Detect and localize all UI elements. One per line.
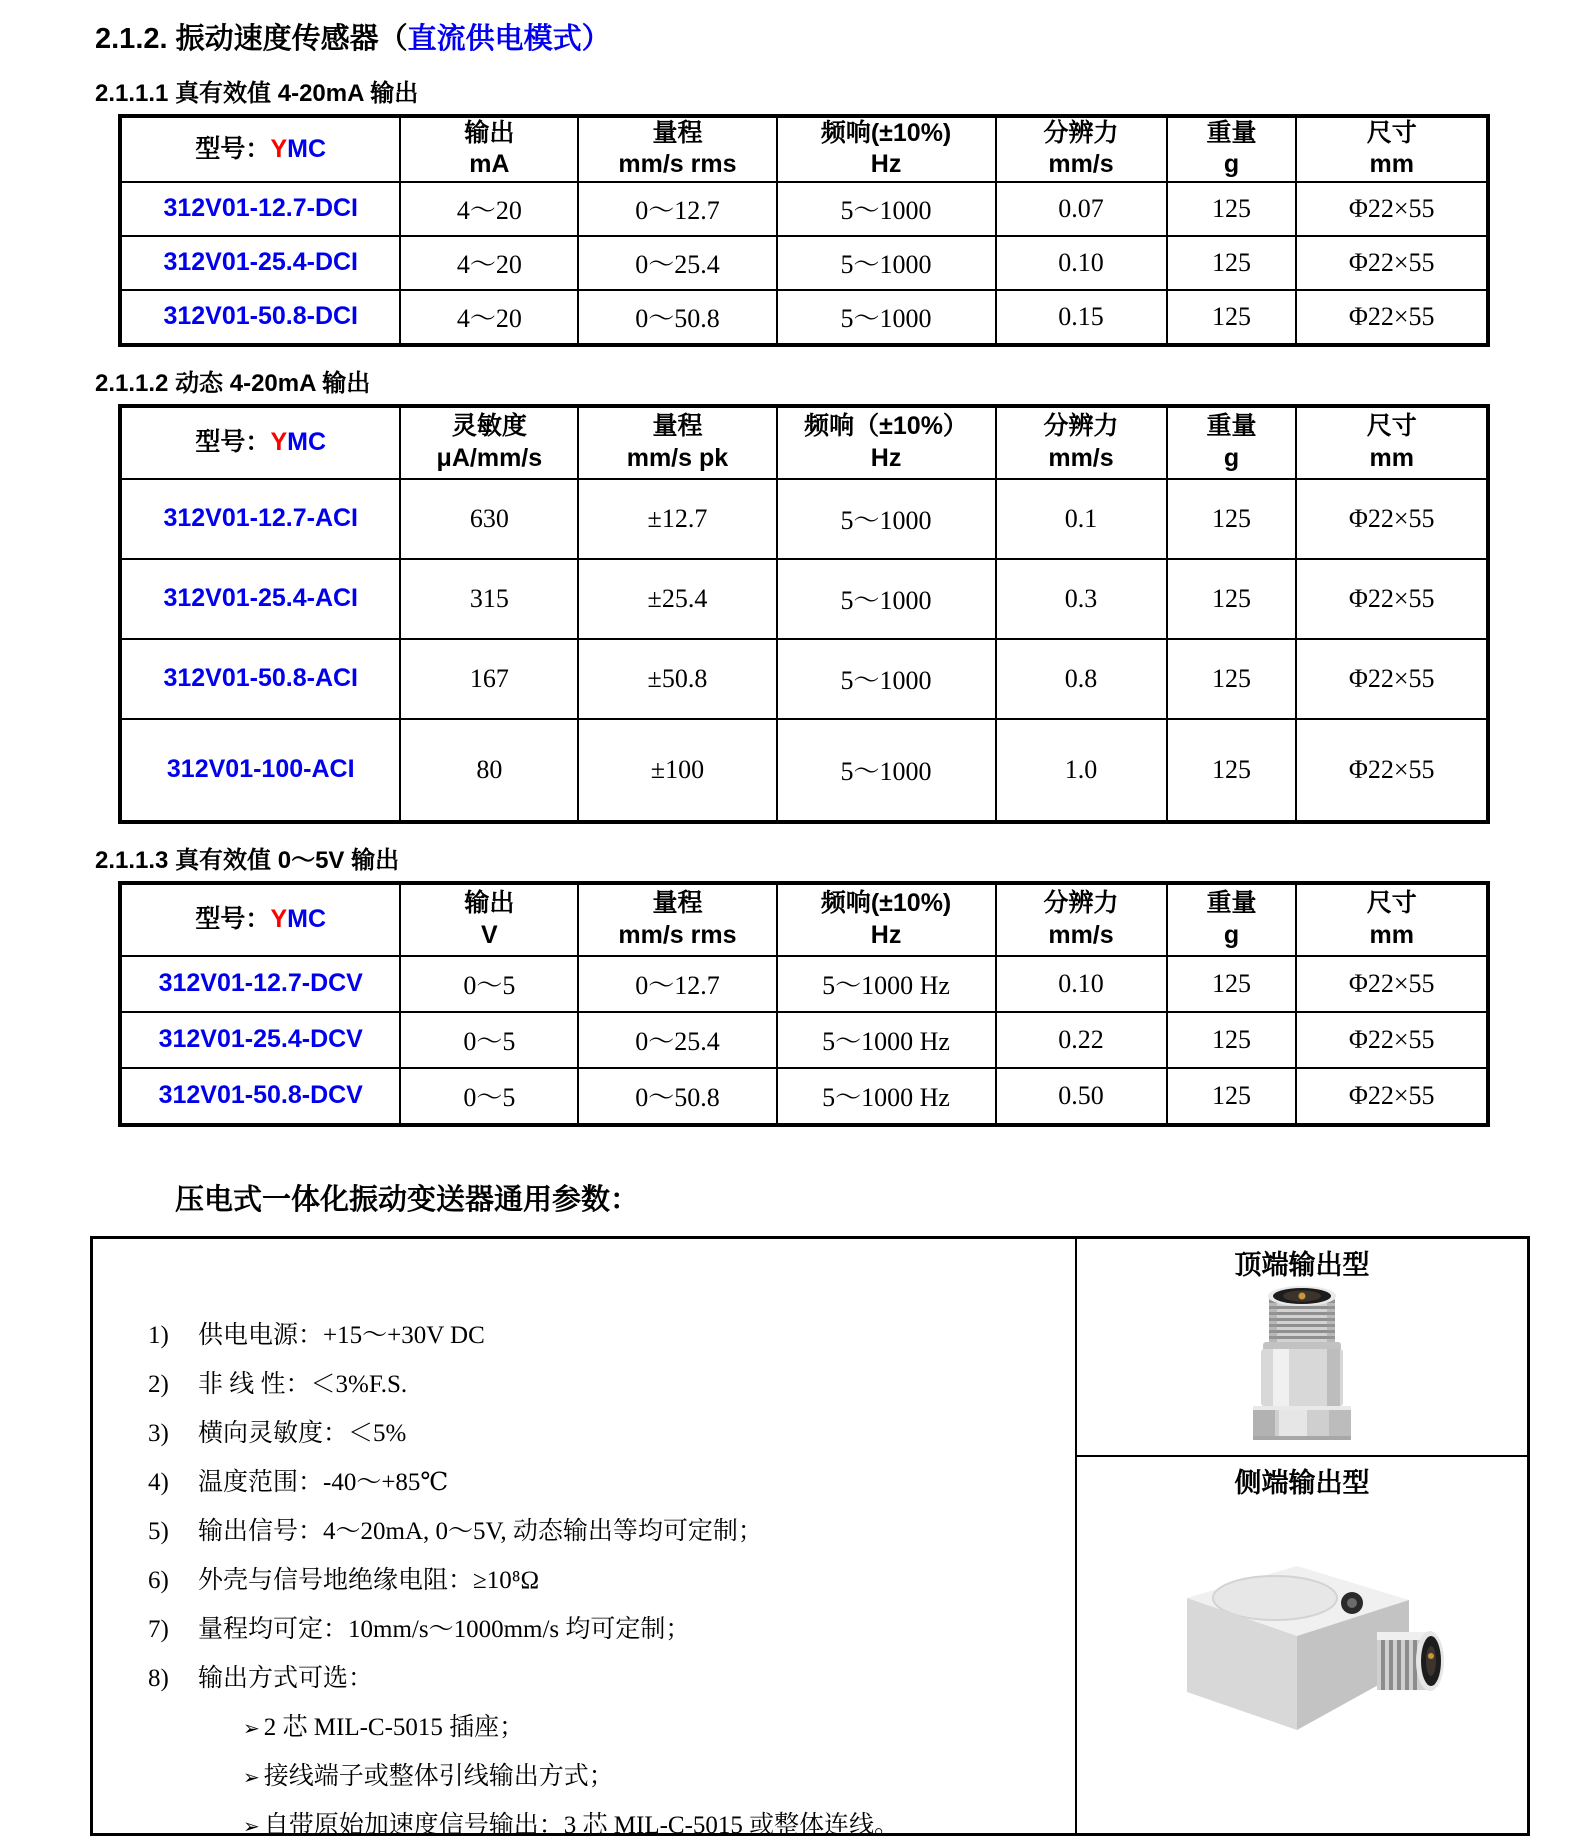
table-cell: 5～1000 [777,182,996,236]
table-cell: ±12.7 [578,479,776,559]
table-cell: 0.8 [996,639,1167,719]
column-header: 频响(±10%) Hz [777,883,996,956]
brand-mc: MC [287,904,327,933]
table-cell: 0.10 [996,956,1167,1012]
list-item: 4) 温度范围：-40～+85℃ [148,1468,449,1496]
column-header: 尺寸 mm [1296,883,1488,956]
spec-table-dynamic-4-20ma [118,404,1490,824]
table-cell: 80 [400,719,578,822]
table-row [120,559,1488,639]
list-sub-item: ➢ 2 芯 MIL-C-5015 插座； [243,1713,525,1741]
table-cell: 315 [400,559,578,639]
column-header: 分辨力 mm/s [996,406,1167,479]
common-params-list [93,1239,1075,1839]
section-heading-1: 2.1.1.1 真有效值 4-20mA 输出 [95,80,419,107]
table-cell: ±100 [578,719,776,822]
table-cell: 125 [1167,236,1297,290]
section-heading-3: 2.1.1.3 真有效值 0～5V 输出 [95,846,400,874]
table-row [120,479,1488,559]
common-params-heading: 压电式一体化振动变送器通用参数： [175,1183,640,1216]
table-cell: Φ22×55 [1296,719,1488,822]
table-cell: 4～20 [400,290,578,345]
column-header: 分辨力 mm/s [996,116,1167,182]
top-exit-sensor-image [1227,1284,1377,1452]
model-header-cell [120,883,400,956]
table-cell: Φ22×55 [1296,956,1488,1012]
list-item: 2) 非 线 性：＜3%F.S. [148,1370,408,1398]
side-exit-sensor-image [1147,1540,1457,1750]
table-cell: 125 [1167,639,1297,719]
document-page [0,16,1587,1839]
list-item: 1) 供电电源：+15～+30V DC [148,1321,485,1349]
column-header: 分辨力 mm/s [996,883,1167,956]
table-cell: Φ22×55 [1296,1012,1488,1068]
table-cell: 125 [1167,719,1297,822]
list-item: 8) 输出方式可选： [148,1664,374,1692]
table-cell: 0～12.7 [578,182,776,236]
table-cell: 5～1000 [777,236,996,290]
model-cell: 312V01-12.7-DCV [120,956,400,1012]
table-cell: 5～1000 [777,639,996,719]
table-cell: 125 [1167,1068,1297,1125]
model-cell: 312V01-50.8-DCV [120,1068,400,1125]
table-cell: Φ22×55 [1296,182,1488,236]
table-cell: Φ22×55 [1296,290,1488,345]
table-cell: 0～12.7 [578,956,776,1012]
table-cell: 0.15 [996,290,1167,345]
brand-mc: MC [287,427,327,456]
table-cell: 125 [1167,479,1297,559]
column-header: 频响（±10%） Hz [777,406,996,479]
table-cell: 4～20 [400,182,578,236]
table-cell: ±25.4 [578,559,776,639]
column-header: 重量 g [1167,116,1297,182]
table-cell: 0～50.8 [578,290,776,345]
top-exit-cell [1077,1239,1527,1457]
column-header: 灵敏度 μA/mm/s [400,406,578,479]
spec-table-rms-4-20ma [118,114,1490,347]
table-cell: 0～5 [400,956,578,1012]
table-row [120,956,1488,1012]
table-cell: 0.3 [996,559,1167,639]
column-header: 量程 mm/s pk [578,406,776,479]
table-cell: Φ22×55 [1296,236,1488,290]
model-cell: 312V01-25.4-ACI [120,559,400,639]
column-header: 重量 g [1167,883,1297,956]
section-heading-2: 2.1.1.2 动态 4-20mA 输出 [95,369,371,397]
table-cell: 125 [1167,1012,1297,1068]
table-cell: 5～1000 [777,559,996,639]
table-row [120,182,1488,236]
table-cell: 630 [400,479,578,559]
list-sub-item: ➢ 自带原始加速度信号输出：3 芯 MIL-C-5015 或整体连线。 [243,1811,900,1839]
table-row [120,639,1488,719]
table-cell: 5～1000 [777,479,996,559]
table-cell: 0～5 [400,1068,578,1125]
table-cell: 125 [1167,182,1297,236]
product-images-panel [1075,1239,1527,1833]
table-header-row [120,406,1488,479]
model-header-cell [120,406,400,479]
arrow-bullet-icon: ➢ [243,1717,260,1740]
page-title [95,16,1587,57]
arrow-bullet-icon: ➢ [243,1815,260,1838]
table-cell: 5～1000 Hz [777,1068,996,1125]
table-cell: 5～1000 Hz [777,956,996,1012]
brand-mc: MC [287,134,327,163]
list-item: 5) 输出信号：4～20mA, 0～5V, 动态输出等均可定制； [148,1517,763,1545]
table-cell: 0.07 [996,182,1167,236]
table-cell: 0.22 [996,1012,1167,1068]
page-title-highlight: 直流供电模式） [407,23,611,55]
table-cell: ±50.8 [578,639,776,719]
table-cell: Φ22×55 [1296,639,1488,719]
common-params-box [90,1236,1530,1839]
table-header-row [120,116,1488,182]
model-cell: 312V01-100-ACI [120,719,400,822]
table-header-row [120,883,1488,956]
model-cell: 312V01-50.8-DCI [120,290,400,345]
spec-table-rms-0-5v [118,881,1490,1127]
column-header: 重量 g [1167,406,1297,479]
table-cell: 0～50.8 [578,1068,776,1125]
list-sub-item: ➢ 接线端子或整体引线输出方式； [243,1762,614,1790]
column-header: 量程 mm/s rms [578,883,776,956]
brand-y: Y [270,134,288,163]
table-row [120,1068,1488,1125]
column-header: 尺寸 mm [1296,406,1488,479]
table-cell: 0.50 [996,1068,1167,1125]
table-cell: 5～1000 Hz [777,1012,996,1068]
model-cell: 312V01-12.7-ACI [120,479,400,559]
table-row [120,719,1488,822]
table-cell: Φ22×55 [1296,479,1488,559]
model-cell: 312V01-12.7-DCI [120,182,400,236]
table-row [120,236,1488,290]
table-cell: 0～25.4 [578,1012,776,1068]
table-row [120,290,1488,345]
column-header: 输出 V [400,883,578,956]
arrow-bullet-icon: ➢ [243,1766,260,1789]
model-header-cell [120,116,400,182]
column-header: 量程 mm/s rms [578,116,776,182]
column-header: 频响(±10%) Hz [777,116,996,182]
table-cell: 0.1 [996,479,1167,559]
table-cell: 125 [1167,290,1297,345]
column-header: 输出 mA [400,116,578,182]
brand-y: Y [270,904,288,933]
table-cell: 4～20 [400,236,578,290]
page-title-text: 2.1.2. 振动速度传感器（ [95,23,408,55]
side-exit-label: 侧端输出型 [1234,1467,1370,1498]
top-exit-label: 顶端输出型 [1234,1249,1370,1280]
model-label: 型号： [195,904,271,933]
table-cell: 0.10 [996,236,1167,290]
table-cell: 125 [1167,559,1297,639]
brand-y: Y [270,427,288,456]
column-header: 尺寸 mm [1296,116,1488,182]
table-cell: 167 [400,639,578,719]
table-cell: 0～5 [400,1012,578,1068]
model-label: 型号： [195,134,271,163]
table-cell: 5～1000 [777,719,996,822]
model-cell: 312V01-25.4-DCI [120,236,400,290]
table-cell: 125 [1167,956,1297,1012]
table-row [120,1012,1488,1068]
table-cell: Φ22×55 [1296,1068,1488,1125]
model-label: 型号： [195,427,271,456]
list-item: 7) 量程均可定：10mm/s～1000mm/s 均可定制； [148,1615,691,1643]
model-cell: 312V01-50.8-ACI [120,639,400,719]
list-item: 3) 横向灵敏度：＜5% [148,1419,407,1447]
model-cell: 312V01-25.4-DCV [120,1012,400,1068]
side-exit-cell [1077,1457,1527,1833]
table-cell: Φ22×55 [1296,559,1488,639]
list-item: 6) 外壳与信号地绝缘电阻：≥10⁸Ω [148,1566,540,1594]
table-cell: 0～25.4 [578,236,776,290]
table-cell: 1.0 [996,719,1167,822]
table-cell: 5～1000 [777,290,996,345]
